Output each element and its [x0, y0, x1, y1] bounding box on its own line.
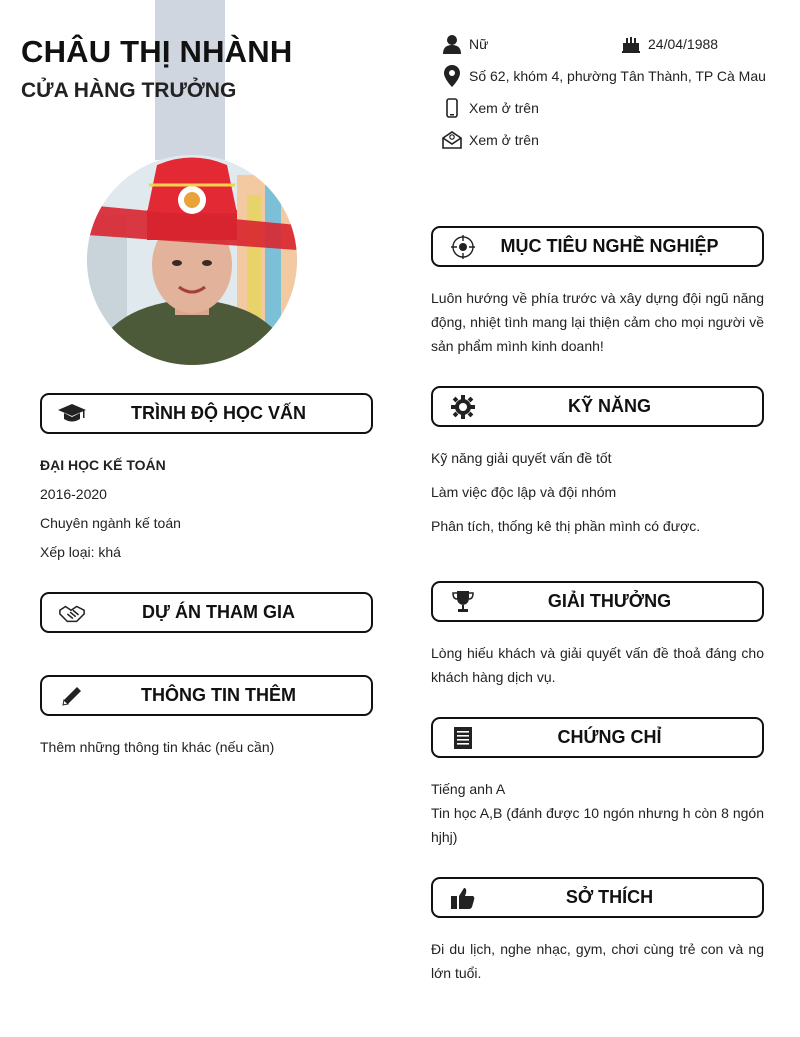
gender-value: Nữ [469, 36, 489, 52]
hobbies-text: Đi du lịch, nghe nhạc, gym, chơi cùng trẻ con và ng lớn tuổi. [431, 941, 764, 981]
candidate-name: CHÂU THỊ NHÀNH [21, 34, 293, 69]
address-value: Số 62, khóm 4, phường Tân Thành, TP Cà Mau [469, 68, 766, 84]
education-school: ĐẠI HỌC KẾ TOÁN [40, 457, 166, 473]
contact-birthday [620, 33, 718, 55]
contact-gender [441, 33, 488, 55]
hobbies-title: SỞ THÍCH [565, 887, 654, 907]
education-major: Chuyên ngành kế toán [40, 515, 181, 531]
person-icon [441, 33, 463, 55]
document-list-icon [449, 726, 477, 750]
handshake-icon [58, 601, 86, 625]
skill-item: Làm việc độc lập và đội nhóm [431, 484, 617, 500]
email-value: Xem ở trên [469, 132, 539, 148]
certificate-line: Tin học A,B (đánh được 10 ngón nhưng h còn 8 ngón hjhj) [431, 805, 764, 845]
projects-title: DỰ ÁN THAM GIA [142, 602, 295, 622]
thumbs-up-icon [449, 886, 477, 910]
gear-icon [449, 395, 477, 419]
location-pin-icon [441, 65, 463, 87]
pencil-icon [58, 684, 86, 708]
education-heading [40, 393, 373, 434]
graduation-cap-icon [58, 402, 86, 426]
objective-text: Luôn hướng về phía trước và xây dựng đội ngũ năng động, nhiệt tình mang lại thiện cảm cho mọi người về sản phẩm mình kinh doanh! [431, 290, 764, 354]
birthday-value: 24/04/1988 [648, 36, 719, 52]
certificates-heading [431, 717, 764, 758]
extra-title: THÔNG TIN THÊM [141, 685, 296, 705]
skill-item: Phân tích, thống kê thị phần mình có được. [431, 518, 701, 534]
education-years: 2016-2020 [40, 486, 107, 502]
cake-icon [620, 33, 642, 55]
objective-heading [431, 226, 764, 267]
skills-heading [431, 386, 764, 427]
skill-item: Kỹ năng giải quyết vấn đề tốt [431, 450, 612, 466]
contact-phone [441, 97, 539, 119]
certificate-line: Tiếng anh A [431, 781, 506, 797]
education-grade: Xếp loại: khá [40, 544, 121, 560]
extra-heading [40, 675, 373, 716]
avatar [87, 155, 297, 365]
contact-address [441, 65, 766, 87]
skills-title: KỸ NĂNG [567, 396, 651, 416]
certificates-title: CHỨNG CHỈ [557, 727, 662, 747]
contact-email [441, 129, 539, 151]
education-title: TRÌNH ĐỘ HỌC VẤN [131, 403, 306, 423]
target-icon [449, 235, 477, 259]
envelope-icon [441, 129, 463, 151]
objective-title: MỤC TIÊU NGHỀ NGHIỆP [500, 236, 719, 256]
phone-icon [441, 97, 463, 119]
phone-value: Xem ở trên [469, 100, 539, 116]
awards-heading [431, 581, 764, 622]
hobbies-heading [431, 877, 764, 918]
awards-text: Lòng hiếu khách và giải quyết vấn đề thoả đáng cho khách hàng dịch vụ. [431, 645, 764, 685]
projects-heading [40, 592, 373, 633]
trophy-icon [449, 590, 477, 614]
awards-title: GIẢI THƯỞNG [547, 591, 672, 611]
candidate-title: CỬA HÀNG TRƯỞNG [21, 79, 237, 102]
extra-text: Thêm những thông tin khác (nếu cần) [40, 739, 275, 755]
